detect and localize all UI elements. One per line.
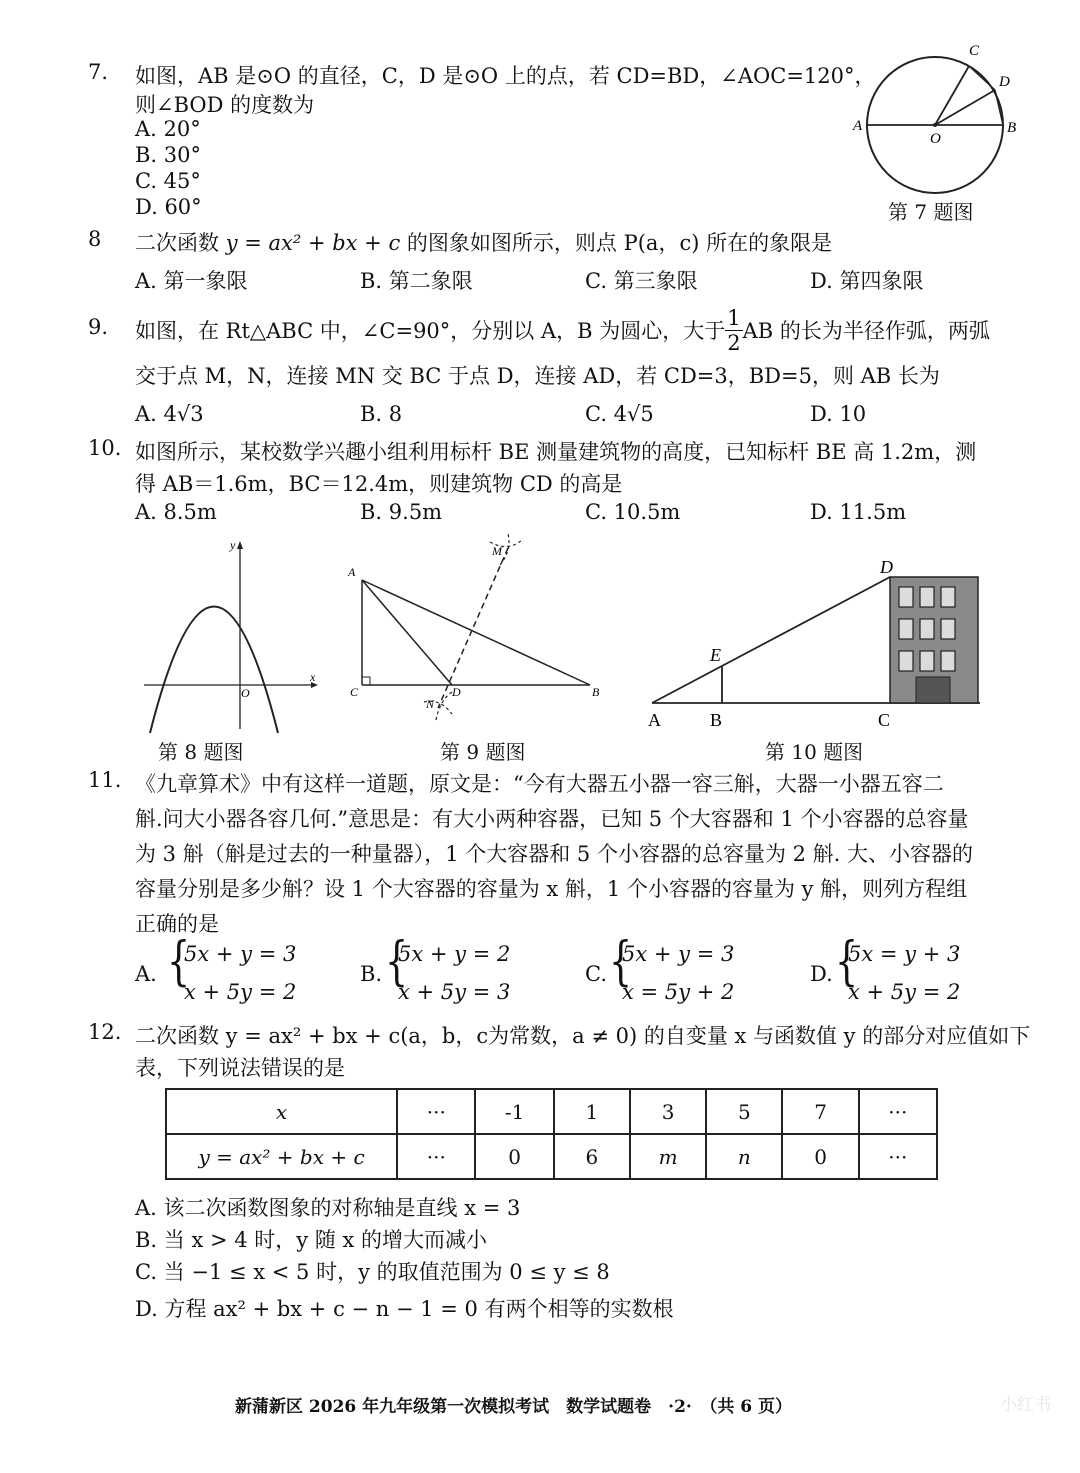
q9-frac-den: 2 (727, 330, 741, 355)
q9-frac-num: 1 (727, 305, 741, 330)
q9-line1-pre: 如图，在 Rt△ABC 中，∠C=90°，分别以 A，B 为圆心，大于 (135, 319, 726, 343)
q9-option-d: D. 10 (810, 402, 867, 426)
q11-line: 为 3 斛（斛是过去的一种量器），1 个大容器和 5 个小容器的总容量为 2 斛. 大、小容器的 (135, 842, 974, 866)
q11-line: 《九章算术》中有这样一道题，原文是：“今有大器五小器一容三斛，大器一小器五容二 (135, 772, 944, 796)
q7-label-b: B (1007, 120, 1017, 136)
q9-label-c: C (350, 685, 359, 699)
q10-label-e: E (710, 645, 721, 665)
q11-option-a-system (184, 935, 296, 1011)
q11-line: 斛.问大小器各容几何.”意思是：有大小两种容器，已知 5 个大容器和 1 个小容器的总容量 (135, 807, 969, 831)
equation: x + 5y = 3 (398, 980, 511, 1004)
table-row (166, 1134, 937, 1179)
q10-option-a: A. 8.5m (135, 500, 217, 524)
equation: 5x = y + 3 (848, 942, 961, 966)
q10-label-d: D (880, 557, 893, 577)
q9-number: 9. (88, 315, 109, 339)
brace-icon: { (834, 932, 859, 992)
q11-option-b-system (398, 935, 510, 1011)
q7-option-d: D. 60° (135, 195, 202, 219)
table-cell: ··· (397, 1134, 475, 1179)
q8-text-post: 的图象如图所示，则点 P(a，c) 所在的象限是 (406, 231, 833, 255)
q12-text-line2: 表，下列说法错误的是 (135, 1056, 345, 1080)
q8-option-b: B. 第二象限 (360, 269, 473, 293)
q11-option-c-label: C. (585, 962, 607, 986)
q9-text-line1 (135, 302, 990, 358)
q8-option-c: C. 第三象限 (585, 269, 698, 293)
table-cell: ··· (859, 1134, 937, 1179)
q12-option-a: A. 该二次函数图象的对称轴是直线 x = 3 (135, 1196, 521, 1220)
table-cell: -1 (475, 1089, 553, 1134)
q12-number: 12. (88, 1020, 122, 1044)
q11-line: 容量分别是多少斛？设 1 个大容器的容量为 x 斛，1 个小容器的容量为 y 斛，则列方程组 (135, 877, 968, 901)
q7-label-a: A (853, 118, 863, 134)
brace-icon: { (384, 932, 409, 992)
table-cell: 5 (706, 1089, 782, 1134)
table-cell: 1 (554, 1089, 630, 1134)
q11-option-a-label: A. (135, 962, 157, 986)
q7-circle-figure (845, 35, 1035, 205)
table-cell: 7 (782, 1089, 858, 1134)
q10-label-c: C (878, 710, 891, 730)
equation: x + 5y = 2 (848, 980, 961, 1004)
q7-option-b: B. 30° (135, 143, 202, 167)
q8-figure-caption: 第 8 题图 (158, 740, 244, 764)
q7-option-c: C. 45° (135, 169, 201, 193)
q9-label-d: D (452, 685, 461, 699)
table-cell: ··· (859, 1089, 937, 1134)
q9-option-c: C. 4√5 (585, 402, 654, 426)
brace-icon: { (166, 932, 191, 992)
q10-text-line2: 得 AB＝1.6m，BC＝12.4m，则建筑物 CD 的高是 (135, 472, 623, 496)
q10-text-line1: 如图所示，某校数学兴趣小组利用标杆 BE 测量建筑物的高度，已知标杆 BE 高 1.2m，测 (135, 440, 977, 464)
q10-label-b: B (710, 710, 723, 730)
table-cell: y = ax² + bx + c (166, 1134, 397, 1179)
q7-text-line1: 如图，AB 是⊙O 的直径，C，D 是⊙O 上的点，若 CD=BD，∠AOC=120°， (135, 64, 876, 88)
q8-text (135, 227, 832, 257)
q8-parabola-figure (138, 535, 328, 735)
q10-number: 10. (88, 436, 122, 460)
q7-number: 7. (88, 60, 109, 84)
table-cell: n (706, 1134, 782, 1179)
q10-label-a: A (648, 710, 661, 730)
q8-option-d: D. 第四象限 (810, 269, 924, 293)
q12-option-b: B. 当 x > 4 时，y 随 x 的增大而减小 (135, 1228, 488, 1252)
q7-option-a: A. 20° (135, 117, 201, 141)
equation: 5x + y = 3 (184, 942, 297, 966)
q12-option-d: D. 方程 ax² + bx + c − n − 1 = 0 有两个相等的实数根 (135, 1297, 674, 1321)
q7-text-line2: 则∠BOD 的度数为 (135, 93, 315, 117)
table-cell: 0 (782, 1134, 858, 1179)
q8-option-a: A. 第一象限 (135, 269, 248, 293)
q8-label-o: O (241, 686, 250, 700)
q12-text-line1: 二次函数 y = ax² + bx + c(a，b，c为常数，a ≠ 0) 的自变量 x 与函数值 y 的部分对应值如下 (135, 1024, 1031, 1048)
table-cell: 3 (630, 1089, 706, 1134)
table-cell: m (630, 1134, 706, 1179)
q10-option-c: C. 10.5m (585, 500, 681, 524)
page-footer: 新蒲新区 2026 年九年级第一次模拟考试 数学试题卷 ·2· （共 6 页） (235, 1397, 792, 1417)
q11-option-d-system (848, 935, 960, 1011)
q8-formula: y = ax² + bx + c (225, 231, 401, 255)
brace-icon: { (608, 932, 633, 992)
q7-figure-caption: 第 7 题图 (888, 200, 974, 224)
table-cell: 0 (475, 1134, 553, 1179)
q8-label-x: x (310, 670, 316, 684)
q9-fraction (725, 306, 742, 355)
q9-label-b: B (592, 685, 600, 699)
q11-line: 正确的是 (135, 912, 219, 936)
q9-label-n: N (426, 697, 435, 711)
q11-number: 11. (88, 768, 122, 792)
equation: x = 5y + 2 (622, 980, 735, 1004)
q10-figure-caption: 第 10 题图 (765, 740, 864, 764)
table-cell: ··· (397, 1089, 475, 1134)
equation: x + 5y = 2 (184, 980, 297, 1004)
q12-option-c: C. 当 −1 ≤ x < 5 时，y 的取值范围为 0 ≤ y ≤ 8 (135, 1260, 610, 1284)
q9-triangle-figure (340, 530, 610, 730)
q7-label-d: D (999, 74, 1010, 90)
q9-figure-caption: 第 9 题图 (440, 740, 526, 764)
q8-label-y: y (230, 538, 236, 552)
equation: 5x + y = 3 (622, 942, 735, 966)
q11-option-d-label: D. (810, 962, 833, 986)
q11-option-c-system (622, 935, 734, 1011)
q9-label-m: M (492, 544, 502, 558)
q8-number: 8 (88, 227, 102, 251)
equation: 5x + y = 2 (398, 942, 511, 966)
q10-building-figure (640, 555, 985, 735)
q9-label-a: A (348, 565, 356, 579)
q7-label-o: O (930, 131, 941, 147)
q8-text-pre: 二次函数 (135, 231, 219, 255)
q12-value-table (165, 1088, 938, 1180)
q10-option-d: D. 11.5m (810, 500, 907, 524)
table-row (166, 1089, 937, 1134)
table-cell: x (166, 1089, 397, 1134)
q9-line1-post: AB 的长为半径作弧，两弧 (742, 319, 990, 343)
q9-option-a: A. 4√3 (135, 402, 204, 426)
q10-option-b: B. 9.5m (360, 500, 443, 524)
q9-option-b: B. 8 (360, 402, 403, 426)
q11-option-b-label: B. (360, 962, 383, 986)
watermark-logo: 小红书 (1000, 1395, 1051, 1415)
q7-label-c: C (969, 43, 980, 59)
q9-text-line2: 交于点 M，N，连接 MN 交 BC 于点 D，连接 AD，若 CD=3，BD=5，则 AB 长为 (135, 364, 940, 388)
table-cell: 6 (554, 1134, 630, 1179)
